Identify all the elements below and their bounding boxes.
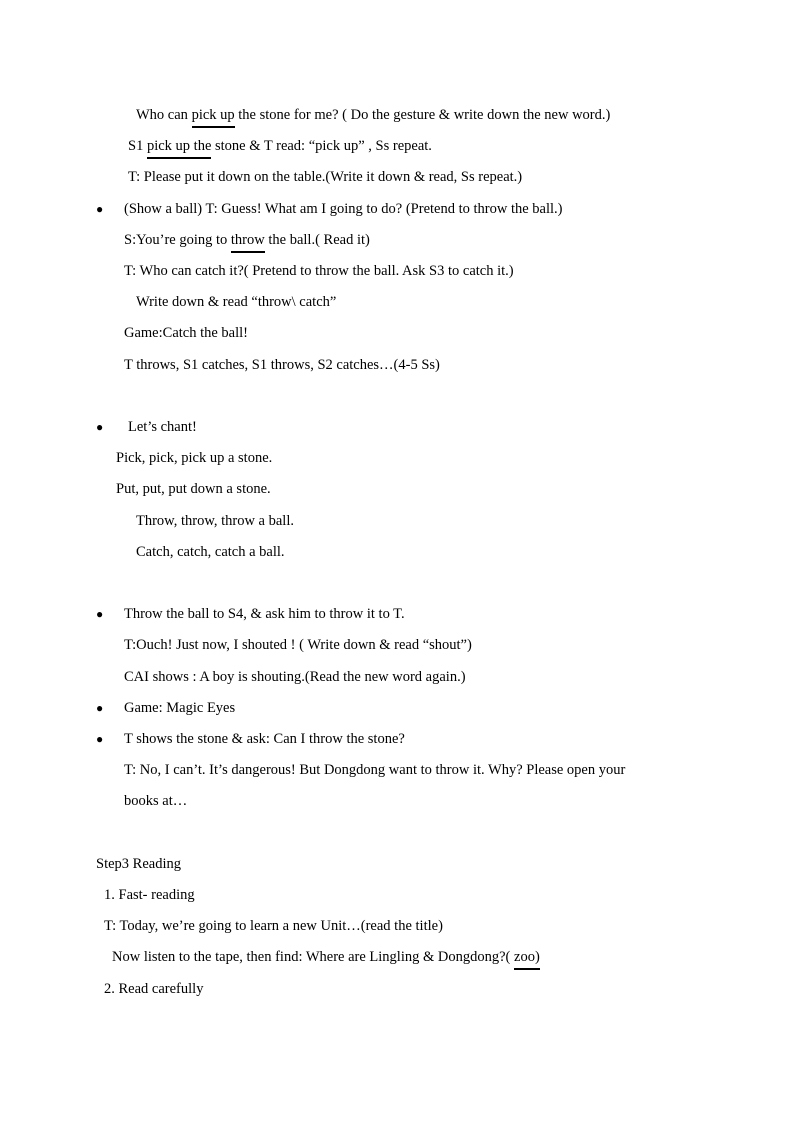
text-line: Throw, throw, throw a ball. [136,513,294,529]
text-line: S:You’re going to throw the ball.( Read it) [124,232,370,248]
text-line: 2. Read carefully [104,981,204,997]
text-line: Pick, pick, pick up a stone. [116,450,273,466]
text-line: Game: Magic Eyes [124,700,236,716]
text-line: Throw the ball to S4, & ask him to throw it to T. [124,606,405,622]
text-line: T shows the stone & ask: Can I throw the stone? [124,731,405,747]
text-line: Catch, catch, catch a ball. [136,544,285,560]
text-line: T: Today, we’re going to learn a new Unit…(read the title) [104,918,443,934]
underlined-word: zoo) [514,949,540,965]
bullet: ● [96,607,104,621]
underlined-word: pick up [191,107,235,123]
text-line: T: No, I can’t. It’s dangerous! But Dongdong want to throw it. Why? Please open your [124,762,626,778]
underlined-word: throw [230,232,265,248]
text-line: (Show a ball) T: Guess! What am I going to do? (Pretend to throw the ball.) [124,201,563,217]
bullet: ● [96,420,104,434]
text-line: Now listen to the tape, then find: Where are Lingling & Dongdong?( zoo) [112,949,540,965]
text-line: Write down & read “throw\ catch” [136,294,337,310]
text-line: S1 pick up the stone & T read: “pick up” , Ss repeat. [128,138,432,154]
underlined-word: pick up the [146,138,212,154]
bullet: ● [96,202,104,216]
bullet: ● [96,701,104,715]
text-line: T: Who can catch it?( Pretend to throw the ball. Ask S3 to catch it.) [124,263,514,279]
text-line: books at… [124,793,188,809]
text-line: T: Please put it down on the table.(Write it down & read, Ss repeat.) [128,169,523,185]
text-line: Game:Catch the ball! [124,325,249,341]
text-line: Who can pick up the stone for me? ( Do the gesture & write down the new word.) [136,107,611,123]
section-heading: Step3 Reading [96,856,181,872]
text-line: T:Ouch! Just now, I shouted ! ( Write down & read “shout”) [124,637,472,653]
bullet: ● [96,732,104,746]
text-line: T throws, S1 catches, S1 throws, S2 catches…(4-5 Ss) [124,357,440,373]
text-line: Let’s chant! [128,419,197,435]
text-line: CAI shows : A boy is shouting.(Read the new word again.) [124,669,466,685]
text-line: Put, put, put down a stone. [116,481,271,497]
text-line: 1. Fast- reading [104,887,195,903]
